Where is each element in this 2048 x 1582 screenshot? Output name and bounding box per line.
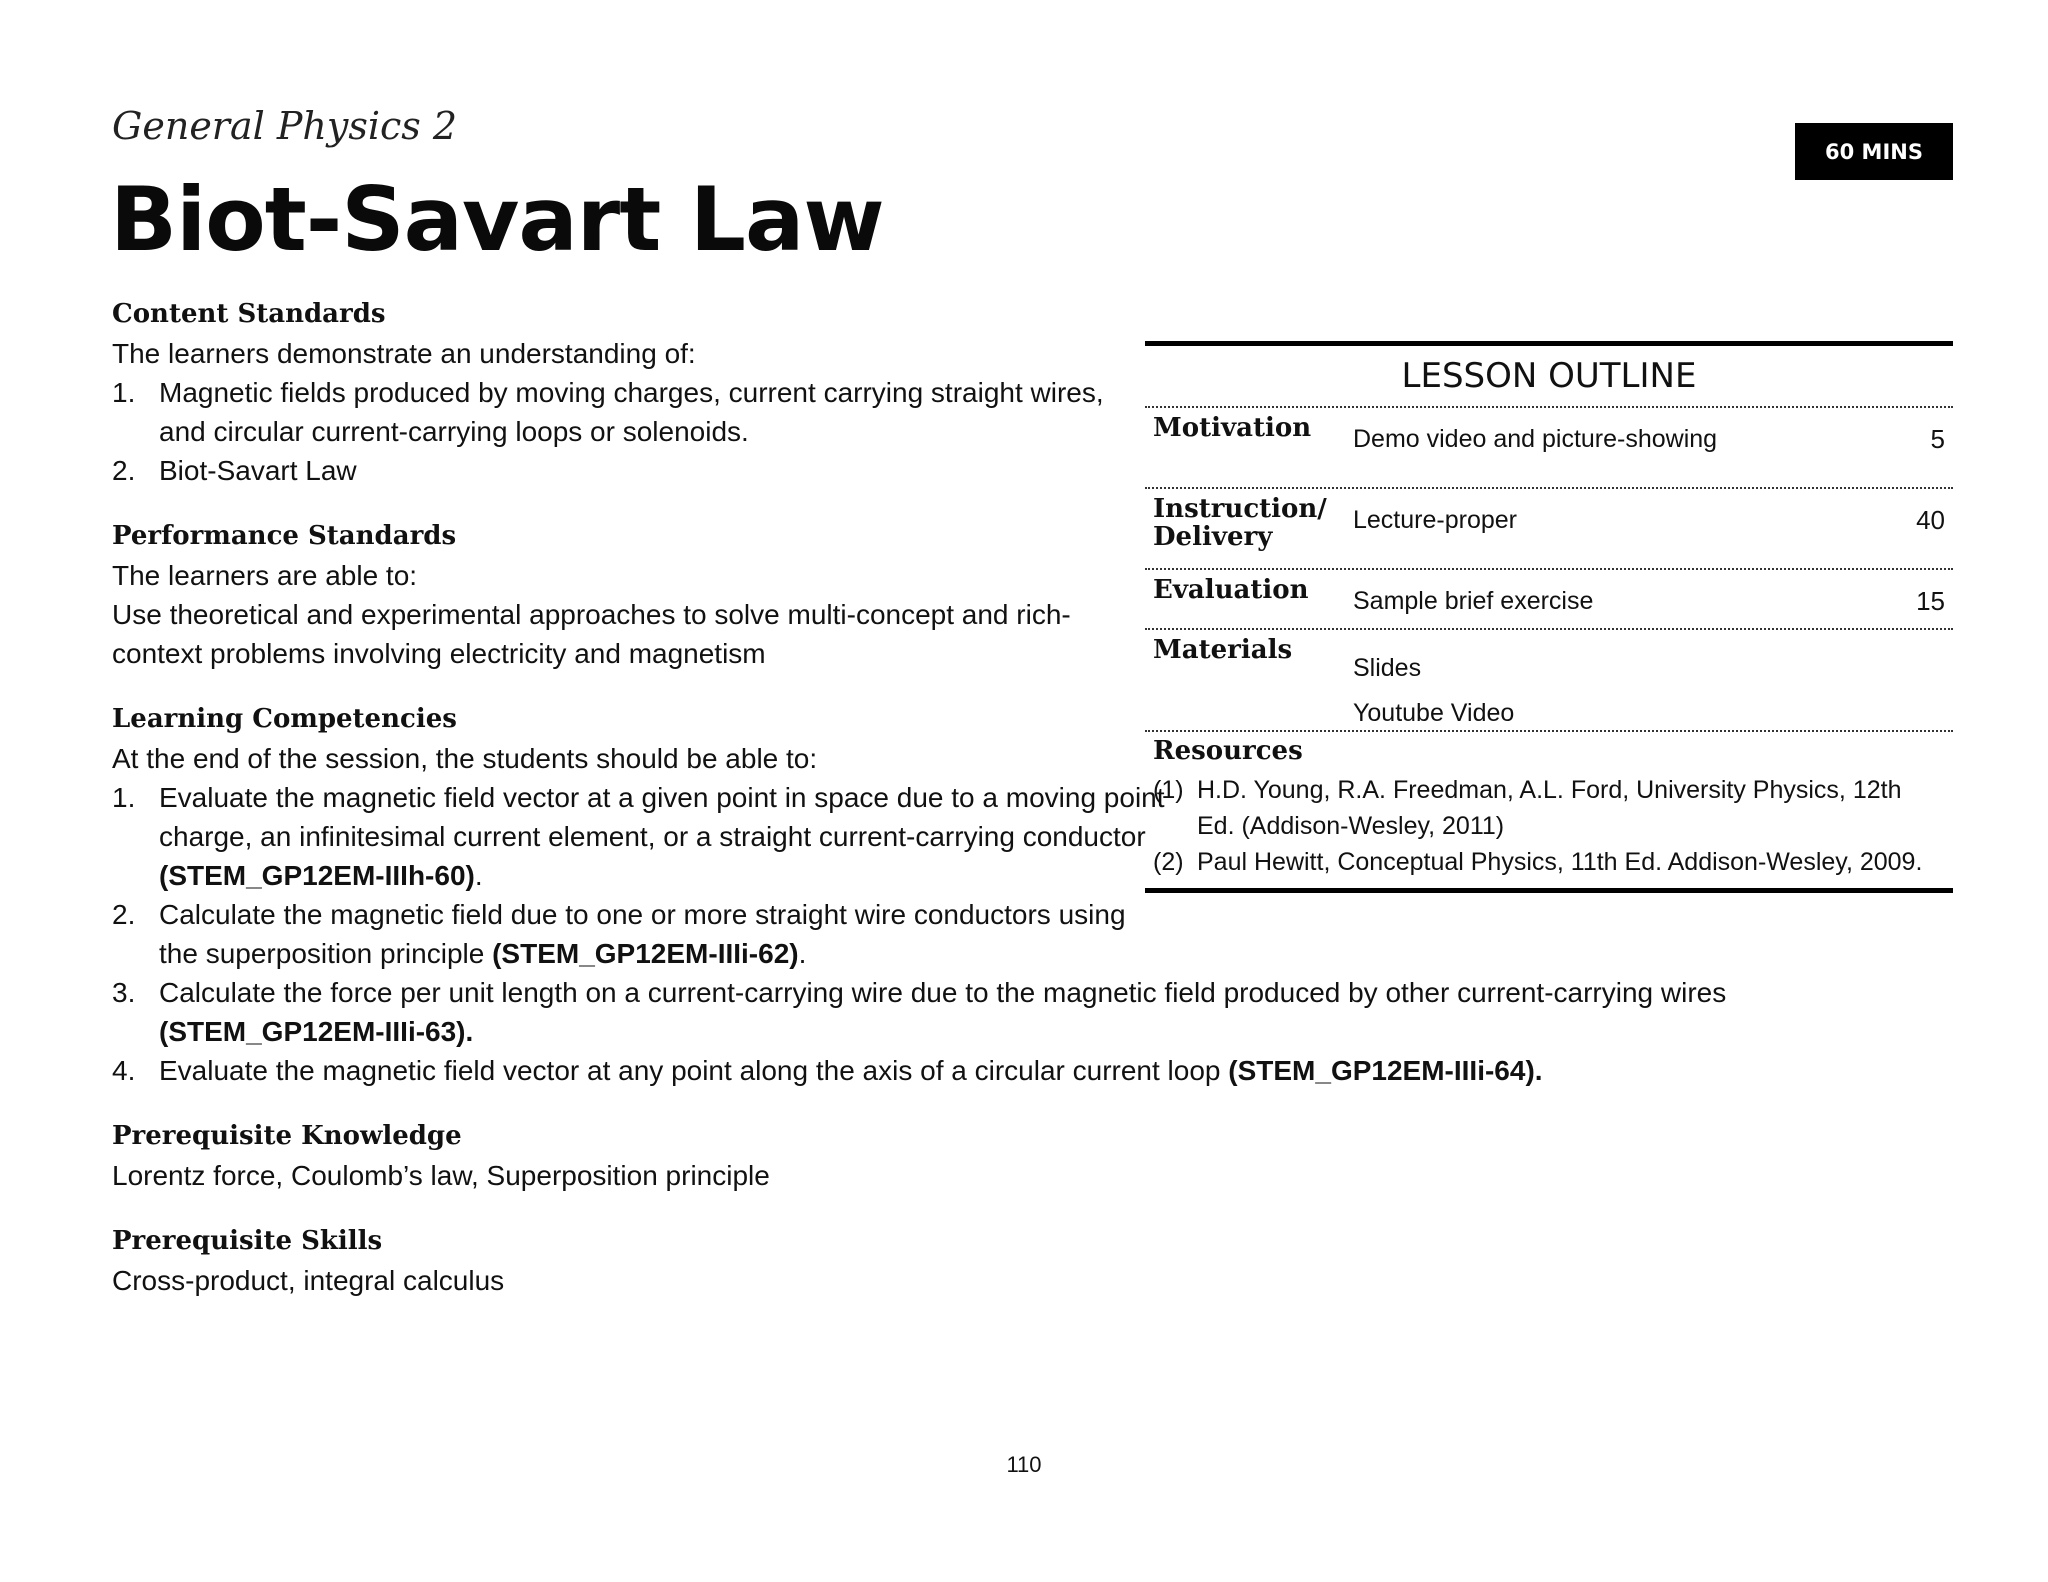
list-number: 3. <box>112 977 136 1008</box>
resource-item <box>1145 772 1933 844</box>
list-number: 1. <box>112 377 136 408</box>
outline-label-line: Instruction/ <box>1153 494 1327 524</box>
list-text: Calculate the force per unit length on a current-carrying wire due to the magnetic field produced by other current-carrying wires <box>159 977 1727 1008</box>
outline-desc: Sample brief exercise <box>1353 587 1594 615</box>
outline-row-materials <box>1145 630 1953 730</box>
prerequisite-skills-heading: Prerequisite Skills <box>112 1226 383 1256</box>
material-item: Slides <box>1353 654 1422 682</box>
page-title: Biot-Savart Law <box>110 168 884 271</box>
list-text: Evaluate the magnetic field vector at any point along the axis of a circular current loop <box>159 1055 1229 1086</box>
duration-badge: 60 MINS <box>1795 123 1953 180</box>
list-item <box>112 1051 1862 1090</box>
list-number: 4. <box>112 1055 136 1086</box>
performance-standards-intro: The learners are able to: <box>112 560 418 591</box>
list-item <box>112 895 1169 973</box>
prerequisite-knowledge-text: Lorentz force, Coulomb’s law, Superposition principle <box>112 1160 770 1191</box>
learning-competencies-intro: At the end of the session, the students should be able to: <box>112 743 818 774</box>
material-item: Youtube Video <box>1353 699 1515 727</box>
list-number: 2. <box>112 899 136 930</box>
prerequisite-skills-text: Cross-product, integral calculus <box>112 1265 505 1296</box>
learning-competencies-heading: Learning Competencies <box>112 704 457 734</box>
outline-desc: Demo video and picture-showing <box>1353 425 1718 453</box>
competency-code: (STEM_GP12EM-IIIi-62) <box>492 938 799 969</box>
prerequisite-knowledge-heading: Prerequisite Knowledge <box>112 1121 462 1151</box>
outline-label <box>1145 495 1353 551</box>
list-item <box>112 373 1122 451</box>
lesson-outline-box <box>1145 341 1953 893</box>
list-text: Biot-Savart Law <box>159 455 357 486</box>
outline-minutes: 40 <box>1916 505 1945 535</box>
outline-row-instruction <box>1145 489 1953 568</box>
list-number: 1. <box>112 782 136 813</box>
competency-code: (STEM_GP12EM-IIIi-63). <box>159 1016 474 1047</box>
list-item <box>112 778 1169 895</box>
outline-label-line: Delivery <box>1153 522 1273 552</box>
outline-minutes: 15 <box>1916 586 1945 616</box>
resource-text: Paul Hewitt, Conceptual Physics, 11th Ed. Addison-Wesley, 2009. <box>1197 848 1923 876</box>
resource-number: (2) <box>1153 848 1184 876</box>
outline-label: Evaluation <box>1153 575 1309 605</box>
list-text: Evaluate the magnetic field vector at a given point in space due to a moving point charge, an infinitesimal current element, or a straight current-carrying conductor <box>159 782 1165 852</box>
list-tail: . <box>474 860 483 891</box>
list-text: Calculate the magnetic field due to one or more straight wire conductors using the superposition principle <box>159 899 1126 969</box>
outline-desc: Lecture-proper <box>1353 506 1517 534</box>
outline-row-motivation <box>1145 408 1953 487</box>
resources-heading: Resources <box>1153 736 1303 766</box>
outline-minutes: 5 <box>1930 424 1945 454</box>
subject-title: General Physics 2 <box>112 104 458 148</box>
outline-label: Motivation <box>1153 413 1312 443</box>
list-number: 2. <box>112 455 136 486</box>
lesson-outline-title: LESSON OUTLINE <box>1401 356 1697 396</box>
resource-item <box>1145 844 1933 880</box>
content-standards-intro: The learners demonstrate an understanding of: <box>112 338 696 369</box>
content-standards-list <box>112 373 1122 490</box>
performance-standards-heading: Performance Standards <box>112 521 457 551</box>
outline-row-evaluation <box>1145 570 1953 628</box>
page-number: 110 <box>1006 1452 1042 1477</box>
outline-label: Materials <box>1153 635 1293 665</box>
list-item <box>112 973 1862 1051</box>
competency-code: (STEM_GP12EM-IIIi-64). <box>1228 1055 1543 1086</box>
outline-desc <box>1353 636 1953 736</box>
list-item <box>112 451 1122 490</box>
performance-standards-text: Use theoretical and experimental approaches to solve multi-concept and rich-context problems involving electricity and magnetism <box>112 599 1071 669</box>
competency-code: (STEM_GP12EM-IIIh-60) <box>159 860 475 891</box>
resource-number: (1) <box>1153 776 1184 804</box>
resource-text: H.D. Young, R.A. Freedman, A.L. Ford, University Physics, 12th Ed. (Addison-Wesley, 2011) <box>1197 776 1902 840</box>
list-tail: . <box>798 938 807 969</box>
list-text: Magnetic fields produced by moving charges, current carrying straight wires, and circular current-carrying loops or solenoids. <box>159 377 1104 447</box>
content-standards-heading: Content Standards <box>112 299 386 329</box>
